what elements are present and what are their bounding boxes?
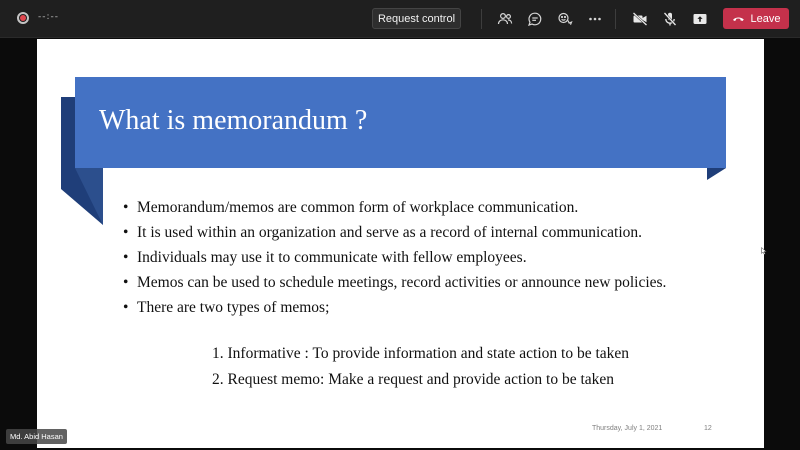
bullet-item: • There are two types of memos; [123,299,723,316]
bullet-item: • Individuals may use it to communicate with fellow employees. [123,249,723,266]
toolbar-divider [615,9,616,29]
memo-types-list [212,345,629,397]
mic-off-icon[interactable] [660,9,680,29]
memo-type-item: 2. Request memo: Make a request and provide action to be taken [212,371,615,388]
bullet-item: • It is used within an organization and serve as a record of internal communication. [123,224,723,241]
call-timer: --:-- [38,12,60,22]
bullet-list [123,199,723,324]
recording-indicator-icon [17,12,29,24]
reactions-icon[interactable] [555,9,575,29]
shared-slide [37,39,764,448]
leave-button[interactable] [723,8,789,29]
toolbar-divider [481,9,482,29]
people-icon[interactable] [495,9,515,29]
presenter-name-tag: Md. Abid Hasan [6,429,67,444]
call-toolbar [0,0,800,38]
leave-button-label: Leave [750,12,781,25]
slide-title: What is memorandum ? [99,105,368,136]
more-options-icon[interactable] [585,9,605,29]
camera-off-icon[interactable] [630,9,650,29]
bullet-item: • Memorandum/memos are common form of workplace communication. [123,199,723,216]
chat-icon[interactable] [525,9,545,29]
memo-type-item: 1. Informative : To provide information and state action to be taken [212,345,630,362]
mouse-cursor-icon [761,247,767,255]
phone-hangup-icon [732,12,745,25]
slide-footer-date: Thursday, July 1, 2021 [592,425,663,432]
slide-number: 12 [704,425,712,432]
bullet-item: • Memos can be used to schedule meetings, record activities or announce new policies. [123,274,723,291]
request-control-button[interactable]: Request control [372,8,461,29]
share-tray-icon[interactable] [690,9,710,29]
